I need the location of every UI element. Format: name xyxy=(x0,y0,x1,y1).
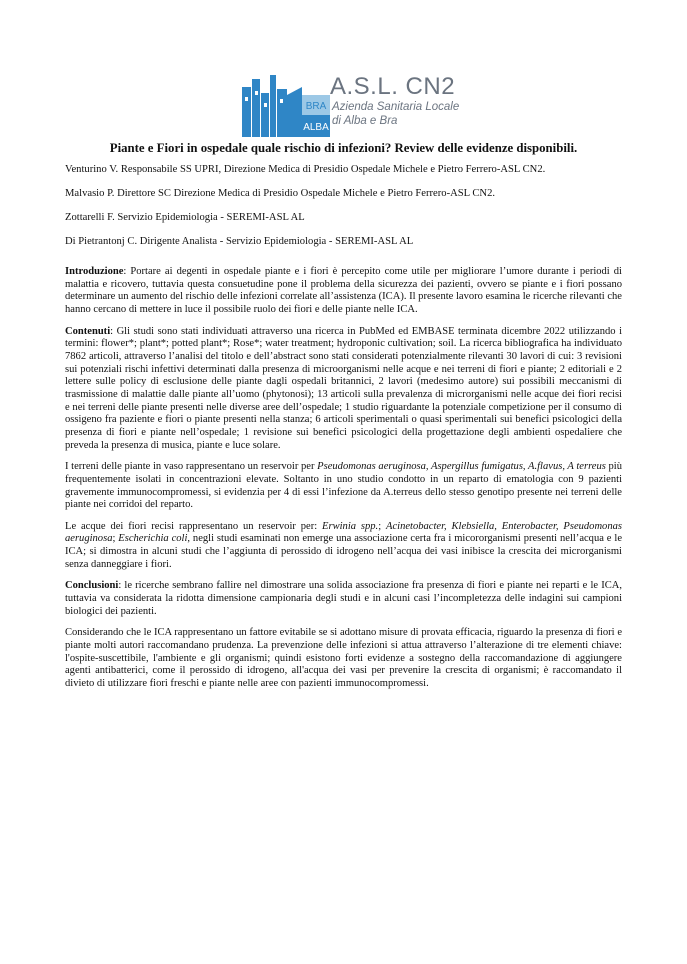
introduction-text: : Portare ai degenti in ospedale piante e i fiori è percepito come utile per migliorare l’umore durante i periodi di malattia e ricovero, tuttavia questa consuetudine pone il problema della sicurezza dei pazienti, ovvero se piante e i fiori possano determinare un aumento del rischio delle infezioni correlate all’assistenza (ICA). Il presente lavoro esamina le ricerche rilevanti che hanno cercano di mettere in luce il possibile ruolo dei fiori e delle piante nelle ICA. xyxy=(65,266,622,315)
plant-soil-organisms: Pseudomonas aeruginosa, Aspergillus fumigatus, A.flavus, A terreus xyxy=(317,461,606,473)
conclusions-label: Conclusioni xyxy=(65,580,119,592)
final-paragraph: Considerando che le ICA rappresentano un fattore evitabile se si adottano misure di provata efficacia, riguardo la presenza di fiori e piante molti autori raccomandano prudenza. La prevenzione delle infezioni si attua attraverso l’alterazione di tre elementi chiave: l'ospite-suscettibile, l'ambiente e gli organismi; quindi esistono forti evidenze a sostegno della raccomandazione di aggiungere agenti antibatterici, come il perossido di idrogeno, all'acqua dei vasi per prevenire la crescita di organismi; è raccomandato il divieto di utilizzare fiori freschi e piante nelle aree con pazienti immunocompromessi. xyxy=(65,627,622,690)
flower-water-text-a: Le acque dei fiori recisi rappresentano un reservoir per: xyxy=(65,520,323,532)
author-affiliation: Zottarelli F. Servizio Epidemiologia - SEREMI-ASL AL xyxy=(65,212,305,223)
contents-label: Contenuti xyxy=(65,325,111,337)
flower-water-organisms-2: Acinetobacter, Klebsiella, Enterobacter, Pseudomonas aeruginosa xyxy=(65,520,622,545)
plant-soil-text-a: I terreni delle piante in vaso rappresentano un reservoir per xyxy=(65,461,318,473)
plant-soil-text-b: più frequentemente isolati in concentrazioni elevate. Soltanto in uno studio condotto in un reparto di ematologia con 9 pazienti gravemente immunocompromessi, si evidenzia per 4 di essi l’infezione da A.terreus dello stesso genotipo presente nei terreni delle piante nei corridoi del reparto. xyxy=(65,461,622,511)
org-subtitle-line-2: di Alba e Bra xyxy=(332,115,398,127)
city-skyline-icon xyxy=(242,73,332,137)
author-affiliation: Venturino V. Responsabile SS UPRI, Direzione Medica di Presidio Ospedale Michele e Pietro Ferrero-ASL CN2. xyxy=(65,164,546,175)
flower-water-paragraph xyxy=(65,521,622,572)
flower-water-text-b: , negli studi esaminati non emerge una associazione certa fra i micororganismi presenti nell’acqua e le ICA; si dimostra in alcuni studi che l’aggiunta di perossido di idrogeno nell’acqua dei vasi inibisce la crescita dei microrganismi senza danneggiare i fiori. xyxy=(65,533,622,570)
introduction-paragraph xyxy=(65,266,622,317)
flower-water-sep-2: ; xyxy=(112,533,119,545)
author-list xyxy=(65,163,625,259)
flower-water-organisms-1: Erwinia spp. xyxy=(322,520,379,532)
conclusions-paragraph xyxy=(65,580,622,618)
author-affiliation: Malvasio P. Direttore SC Direzione Medica di Presidio Ospedale Michele e Pietro Ferrero-ASL CN2. xyxy=(65,188,496,199)
paper-title: Piante e Fiori in ospedale quale rischio di infezioni? Review delle evidenze disponibili. xyxy=(109,141,578,155)
author-affiliation: Di Pietrantonj C. Dirigente Analista - Servizio Epidemiologia - SEREMI-ASL AL xyxy=(65,236,414,247)
flower-water-sep-1: ; xyxy=(378,520,387,532)
conclusions-text: : le ricerche sembrano fallire nel dimostrare una solida associazione fra presenza di fiori e piante nei reparti e le ICA, tuttavia va considerata la ridotta dimensione campionaria degli studi e in alcuni casi l’incompletezza delle indagini sui campioni biologici dei pazienti. xyxy=(65,580,622,617)
flower-water-organisms-3: Escherichia coli xyxy=(118,533,188,545)
contents-text: : Gli studi sono stati individuati attraverso una ricerca in PubMed ed EMBASE terminata dicembre 2022 utilizzando i termini: flower*; plant*; potted plant*; Rose*; water treatment; hydroponic cultivation; soil. La ricerca bibliografica ha individuato 7862 articoli, attraverso l’analisi del titolo e dell’abstract sono stati considerati potenzialmente rilevanti 30 lavori di cui: 3 revisioni sui potenziali rischi infettivi determinati dalla presenza di microorganismi nelle acque e nei terreni di fiori e piante; 2 editoriali e 2 lettere sulle policy di esclusione delle piante dagli ospedali britannici, 2 lavori (medesimo autore) sui possibili meccanismi di trasmissione di malattie dalle piante all’uomo (phytonosi); 13 articoli sulla prevalenza di microrganismi nelle acque dei fiori recisi e nei terreni delle piante presenti nelle diverse aree dell’ospedale; 1 studio riguardante la potenziale competizione per il consumo di ossigeno fra paziente e fiori o piante presenti nella stanza; 6 articoli sperimentali o quasi sperimentali sui benefici psicologici della presenza di fiori e piante nell’ospedale; 1 revisione sui benefici psicologici della progettazione degli ambienti ospedaliere che preveda la presenza di musica, piante e luce solare. xyxy=(65,325,622,451)
org-name: A.S.L. CN2 xyxy=(330,73,456,100)
plant-soil-paragraph xyxy=(65,461,622,512)
logo-label-alba: ALBA xyxy=(303,122,329,133)
abstract-body xyxy=(65,266,622,700)
org-branding xyxy=(330,74,459,128)
logo-label-bra: BRA xyxy=(305,101,327,112)
introduction-label: Introduzione xyxy=(65,266,124,277)
org-subtitle-line-1: Azienda Sanitaria Locale xyxy=(332,101,460,113)
contents-paragraph xyxy=(65,326,622,453)
